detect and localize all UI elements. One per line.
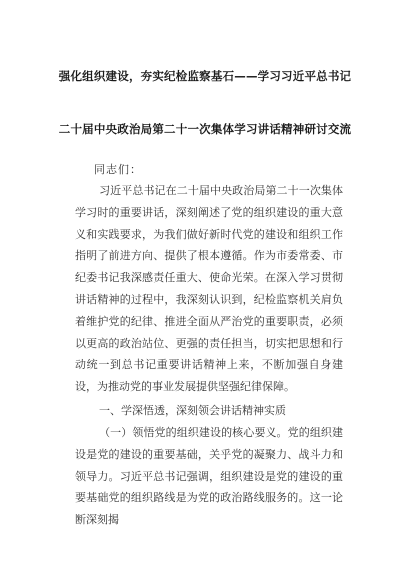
paragraph-2 <box>75 422 343 531</box>
paragraph-1-text: 习近平总书记在二十届中央政治局第二十一次集体学习时的重要讲话，深刻阐述了党的组织建设的重大意义和实践要求，为我们做好新时代党的建设和组织工作指明了前进方向、提供了根本遵循。作为市委常委、市纪委书记我深感责任重大、使命光荣。在深入学习贯彻讲话精神的过程中，我深刻认识到，纪检监察机关肩负着维护党的纪律、推进全面从严治党的重要职责，必须以更高的政治站位、更强的责任担当，切实把思想和行动统一到总书记重要讲话精神上来，不断加强自身建设，为推动党的事业发展提供坚强纪律保障。 <box>75 184 343 394</box>
document-title-line1: 强化组织建设，夯实纪检监察基石——学习习近平总书记 <box>58 69 352 83</box>
document-title-line2: 二十届中央政治局第二十一次集体学习讲话精神研讨交流 <box>58 122 352 136</box>
paragraph-1 <box>75 180 343 398</box>
section-heading-text: 一、学深悟透，深刻领会讲话精神实质 <box>99 404 286 417</box>
paragraph-2-text: （一）领悟党的组织建设的核心要义。党的组织建设是党的建设的重要基础，关乎党的凝聚力、战斗力和领导力。习近平总书记强调，组织建设是党的建设的重要基础党的组织路线是为党的政治路线服务的。这一论断深刻揭 <box>75 426 343 527</box>
section-heading <box>75 400 343 422</box>
greeting: 同志们： <box>94 163 142 176</box>
